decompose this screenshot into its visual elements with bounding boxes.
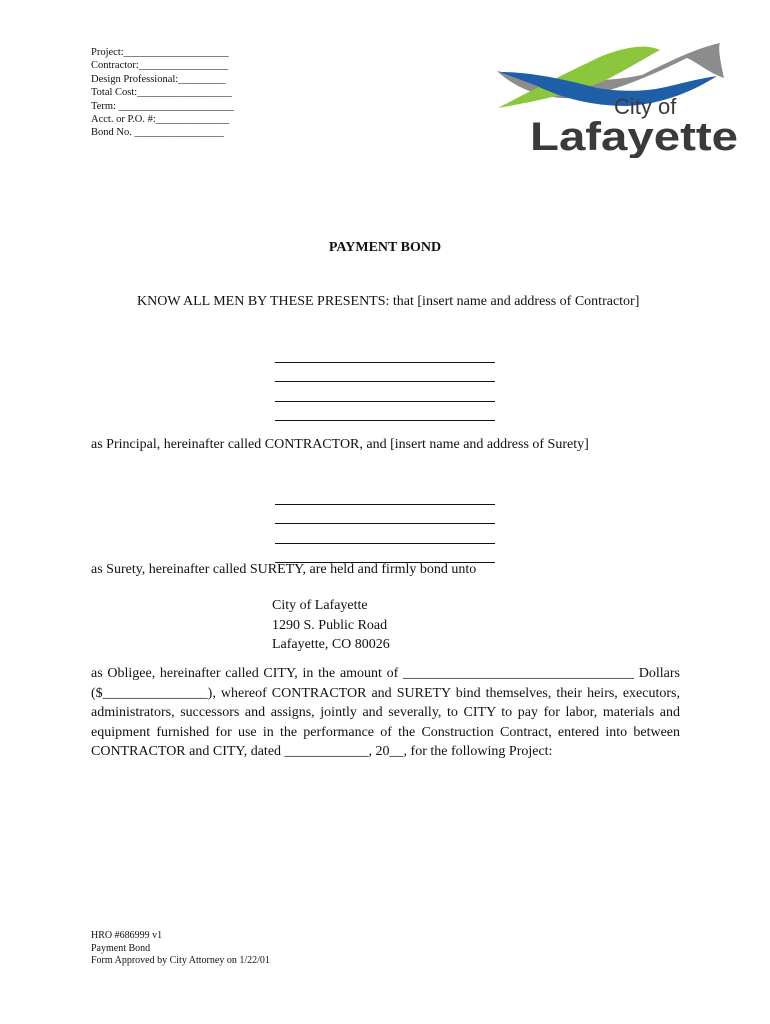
surety-paragraph: as Surety, hereinafter called SURETY, are held and firmly bond unto bbox=[91, 562, 477, 577]
project-field: Project:____________________ bbox=[91, 47, 229, 58]
blank-line bbox=[275, 382, 495, 402]
document-footer bbox=[91, 930, 270, 968]
total-cost-field: Total Cost:__________________ bbox=[91, 87, 232, 99]
contractor-address-blanks bbox=[275, 343, 495, 421]
blank-line bbox=[275, 363, 495, 383]
city-of-lafayette-logo bbox=[492, 40, 742, 158]
footer-approval: Form Approved by City Attorney on 1/22/01 bbox=[91, 955, 270, 966]
footer-form-name: Payment Bond bbox=[91, 942, 151, 954]
obligee-city-state-zip: Lafayette, CO 80026 bbox=[272, 637, 390, 652]
obligee-street: 1290 S. Public Road bbox=[272, 617, 388, 633]
principal-paragraph: as Principal, hereinafter called CONTRACTOR, and [insert name and address of Surety] bbox=[91, 437, 589, 452]
intro-paragraph: KNOW ALL MEN BY THESE PRESENTS: that [insert name and address of Contractor] bbox=[137, 294, 640, 309]
footer-reference: HRO #686999 v1 bbox=[91, 930, 163, 941]
logo-city-of-text: City of bbox=[614, 94, 677, 119]
bond-no-field: Bond No. _________________ bbox=[91, 127, 224, 139]
surety-address-blanks bbox=[275, 485, 495, 563]
blank-line bbox=[275, 505, 495, 525]
term-field: Term: ______________________ bbox=[91, 100, 235, 112]
contractor-field: Contractor:_________________ bbox=[91, 60, 229, 72]
blank-line bbox=[275, 485, 495, 505]
logo-lafayette-text: Lafayette bbox=[530, 115, 738, 158]
header-fields bbox=[91, 46, 234, 140]
obligee-paragraph: as Obligee, hereinafter called CITY, in the amount of _________________________________ Dollars ($_______________), whereof CONTRACTOR and SURETY bind themselves, their heirs, executors, administrators, successors and assigns, jointly and severally, to CITY to pay for labor, materials and equipment furnished for use in the performance of the Construction Contract, entered into between CONTRACTOR and CITY, dated ____________, 20__, for the following Project: bbox=[91, 666, 680, 759]
blank-line bbox=[275, 524, 495, 544]
blank-line bbox=[275, 343, 495, 363]
acct-po-field: Acct. or P.O. #:______________ bbox=[91, 114, 230, 126]
document-title: PAYMENT BOND bbox=[328, 240, 442, 255]
blank-line bbox=[275, 402, 495, 422]
obligee-address bbox=[272, 596, 390, 655]
obligee-name: City of Lafayette bbox=[272, 598, 368, 613]
design-professional-field: Design Professional:_________ bbox=[91, 73, 226, 85]
